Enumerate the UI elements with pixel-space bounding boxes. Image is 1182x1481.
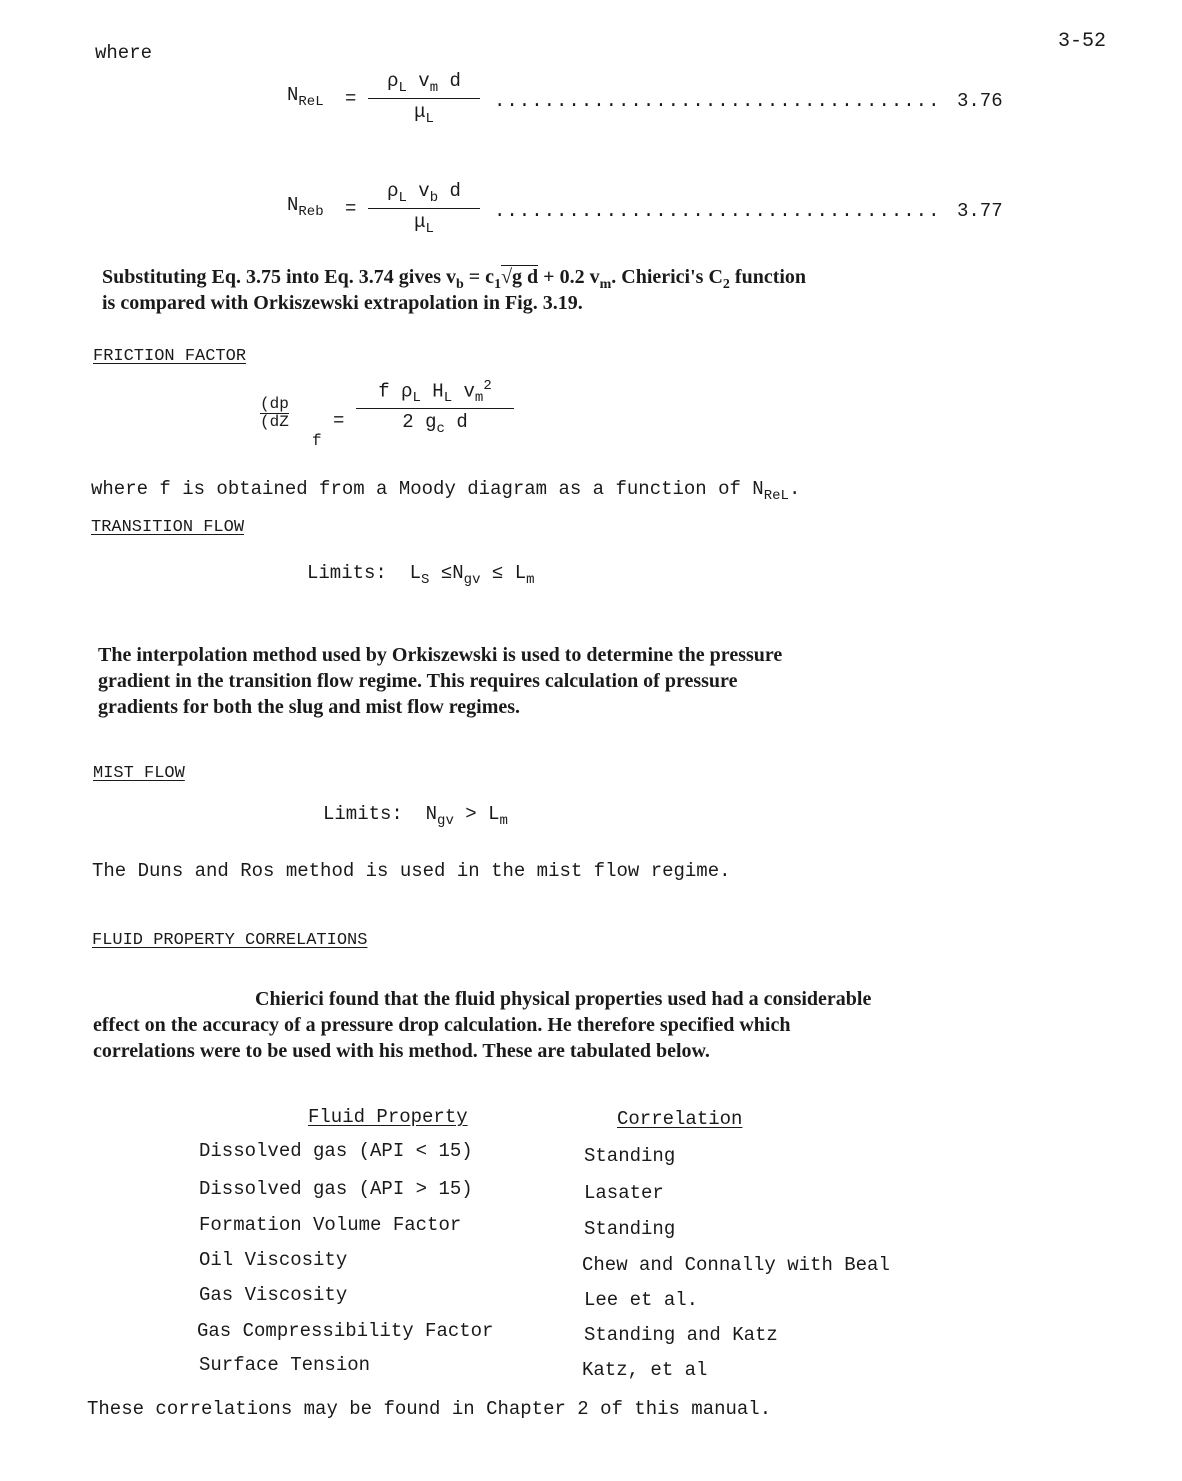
table-row-3-correlation: Standing (584, 1218, 676, 1240)
eq376-number: 3.76 (957, 90, 1003, 112)
eq376-leader: .................................... (494, 90, 941, 112)
table-row-2-correlation: Lasater (584, 1182, 664, 1204)
friction-denominator: 2 $g_c$ d (402, 411, 468, 437)
table-row-5-correlation: Lee et al. (584, 1289, 699, 1311)
intro-word: where (95, 42, 153, 64)
fluid-paragraph: Chierici found that the fluid physical properties used had a considerable effect on the accuracy of a pressure drop calculation. He therefore specified which correlations were to be used with his method. These are tabulated below. (93, 988, 872, 1062)
fluid-property-heading: FLUID PROPERTY CORRELATIONS (92, 931, 368, 950)
transition-paragraph: The interpolation method used by Orkiszewski is used to determine the pressure gradient in the transition flow regime. This requires calculation of pressure gradients for both the slug and mist flow regimes. (98, 644, 783, 718)
friction-lhs: (dp (dZ (260, 395, 289, 431)
friction-fraction (356, 378, 514, 437)
table-header-property: Fluid Property (308, 1106, 468, 1128)
table-row-6-correlation: Standing and Katz (584, 1324, 778, 1346)
eq377-leader: .................................... (494, 200, 941, 222)
table-row-5-property: Gas Viscosity (199, 1284, 348, 1306)
eq376-numerator: $\rho_L$ $v_m$ d (387, 70, 461, 96)
page-number: 3-52 (1058, 30, 1107, 53)
mist-text: The Duns and Ros method is used in the mist flow regime. (92, 860, 731, 882)
eq377-denominator: $\mu_L$ (414, 210, 434, 237)
substituting-line-1: Substituting Eq. 3.75 into Eq. 3.74 gives $v_b = c_1√g$ d + 0.2 $v_m$. Chierici's $C_2$ function (102, 266, 807, 292)
eq377-lhs: $N_{Reb}$ (287, 194, 324, 220)
eq376-lhs: $N_{ReL}$ (287, 84, 324, 110)
table-row-7-correlation: Katz, et al (582, 1359, 708, 1381)
table-row-4-correlation: Chew and Connally with Beal (582, 1254, 890, 1276)
table-row-6-property: Gas Compressibility Factor (197, 1320, 494, 1342)
transition-limits: Limits: $L_S \le N_{gv} \le L_m$ (307, 562, 535, 588)
eq377-equals: = (345, 198, 357, 220)
table-row-1-property: Dissolved gas (API < 15) (199, 1140, 473, 1162)
footer-text: These correlations may be found in Chapter 2 of this manual. (87, 1398, 772, 1420)
friction-lhs-sub: f (312, 432, 322, 450)
eq376-equals: = (345, 88, 357, 110)
table-header-correlation: Correlation (617, 1108, 743, 1130)
sqrt-radicand: √g d (501, 266, 539, 288)
friction-numerator: f $\rho_L$ $H_L$ $v_m^2$ (378, 378, 492, 407)
mist-limits: Limits: $N_{gv} > L_m$ (323, 803, 508, 829)
eq377-numerator: $\rho_L$ $v_b$ d (387, 180, 461, 206)
table-row-4-property: Oil Viscosity (199, 1249, 348, 1271)
substituting-line-2: is compared with Orkiszewski extrapolation in Fig. 3.19. (102, 292, 583, 314)
eq376-fraction (368, 70, 480, 127)
table-row-2-property: Dissolved gas (API > 15) (199, 1178, 473, 1200)
table-row-7-property: Surface Tension (199, 1354, 371, 1376)
table-row-3-property: Formation Volume Factor (199, 1214, 462, 1236)
mist-flow-heading: MIST FLOW (93, 764, 185, 783)
friction-where-text: where f is obtained from a Moody diagram as a function of $N_{ReL}$. (91, 478, 801, 504)
transition-flow-heading: TRANSITION FLOW (91, 518, 245, 537)
friction-equals: = (333, 410, 345, 432)
eq376-denominator: $\mu_L$ (414, 100, 434, 127)
eq377-fraction (368, 180, 480, 237)
friction-factor-heading: FRICTION FACTOR (93, 347, 247, 366)
eq377-number: 3.77 (957, 200, 1003, 222)
table-row-1-correlation: Standing (584, 1145, 676, 1167)
